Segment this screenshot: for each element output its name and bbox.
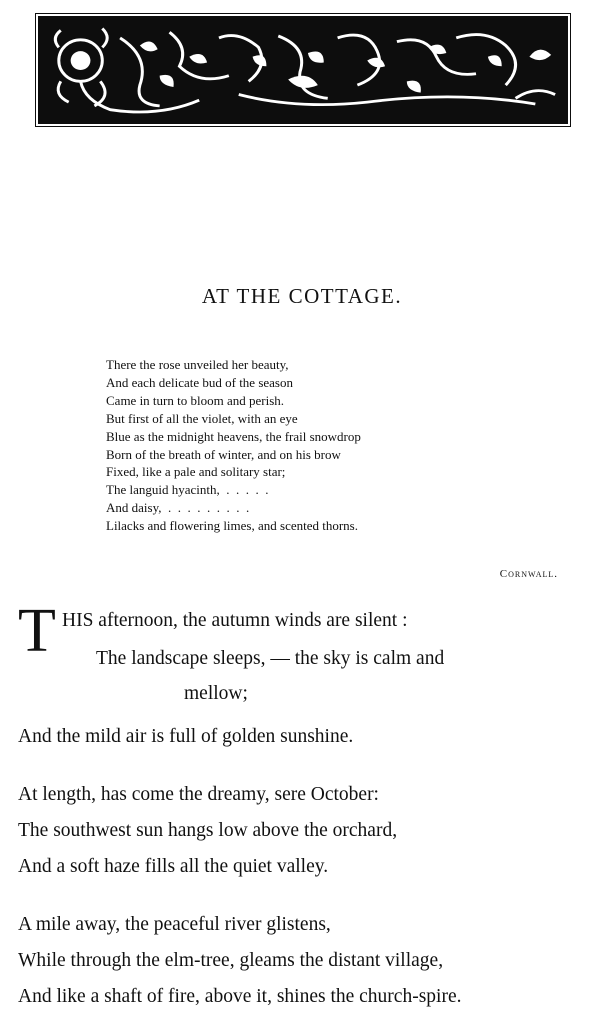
- epigraph-attribution: Cornwall.: [499, 568, 558, 580]
- drop-cap-letter: T: [18, 597, 56, 665]
- epigraph-line: But first of all the violet, with an eye: [106, 410, 298, 426]
- poem-line: And a soft haze fills all the quiet valley.: [18, 856, 329, 877]
- poem-line: The southwest sun hangs low above the orchard,: [18, 820, 398, 841]
- poem-line: mellow;: [184, 683, 248, 704]
- epigraph-line: Came in turn to bloom and perish.: [106, 392, 285, 408]
- floral-ornament-icon: [41, 19, 565, 121]
- drop-cap: [18, 597, 56, 665]
- poem-line: While through the elm-tree, gleams the distant village,: [18, 950, 444, 971]
- epigraph-line: There the rose unveiled her beauty,: [106, 357, 289, 372]
- poem-line: A mile away, the peaceful river glistens,: [18, 914, 331, 935]
- poem-line: At length, has come the dreamy, sere October:: [18, 784, 379, 805]
- ornamental-headpiece: [38, 16, 568, 124]
- epigraph-line: Lilacks and flowering limes, and scented thorns.: [106, 518, 358, 534]
- epigraph-line: And daisy, . . . . . . . . .: [106, 500, 250, 516]
- poem-line: HIS afternoon, the autumn winds are silent :: [62, 610, 408, 631]
- epigraph-line: Born of the breath of winter, and on his brow: [106, 446, 341, 462]
- poem-line: The landscape sleeps, — the sky is calm and: [96, 648, 445, 669]
- poem-line: And the mild air is full of golden sunshine.: [18, 726, 354, 747]
- poem-body: [18, 719, 461, 1015]
- epigraph-line: Fixed, like a pale and solitary star;: [106, 464, 286, 480]
- epigraph-line: Blue as the midnight heavens, the frail snowdrop: [106, 428, 361, 444]
- poem-line: And like a shaft of fire, above it, shines the church-spire.: [18, 986, 462, 1007]
- epigraph-line: And each delicate bud of the season: [106, 374, 293, 390]
- epigraph-line: The languid hyacinth, . . . . .: [106, 482, 269, 498]
- stanza-break: [18, 885, 461, 907]
- stanza-break: [18, 755, 461, 777]
- epigraph: [106, 356, 576, 535]
- poem-title: AT THE COTTAGE.: [201, 284, 403, 308]
